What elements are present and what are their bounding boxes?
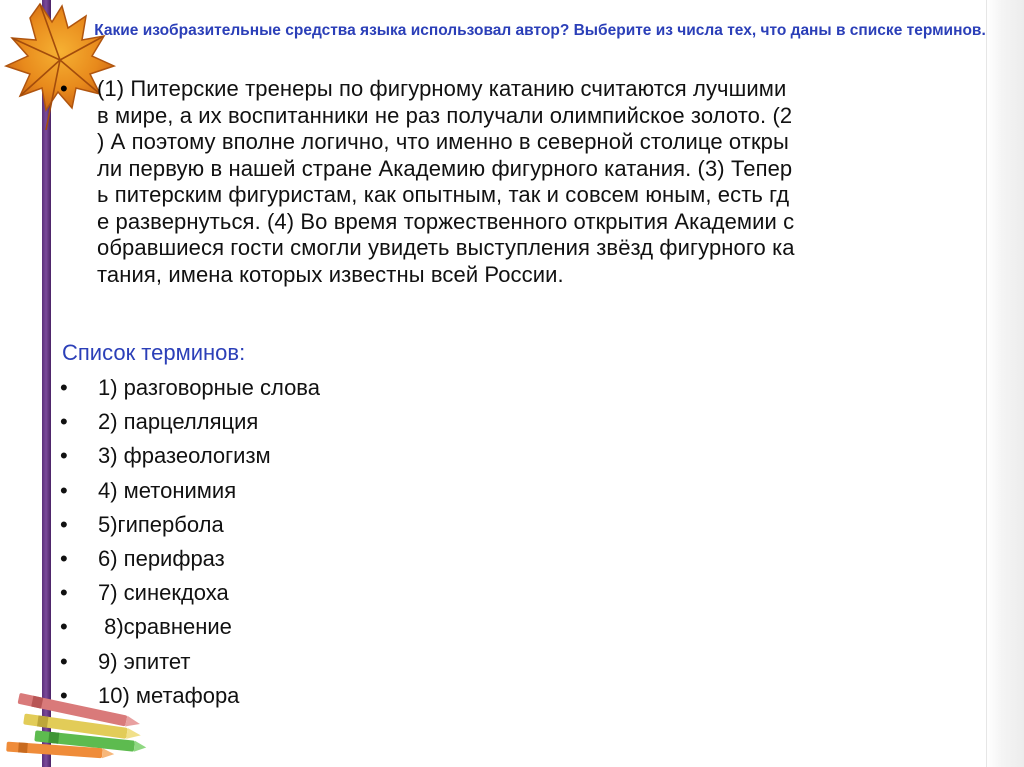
term-label: 7) синекдоха: [98, 580, 229, 606]
passage-line: тания, имена которых известны всей России.: [97, 261, 564, 287]
term-item: [60, 544, 660, 578]
term-label: 8)сравнение: [98, 614, 232, 640]
passage-line: е развернуться. (4) Во время торжественного открытия Академии с: [97, 208, 795, 234]
passage-line: ) А поэтому вполне логично, что именно в северной столице откры: [97, 129, 789, 154]
passage-line: в мире, а их воспитанники не раз получали олимпийское золото. (2: [97, 102, 793, 128]
term-bullet: •: [60, 682, 68, 708]
term-item: [60, 578, 660, 612]
term-item: [60, 373, 660, 407]
term-label: 1) разговорные слова: [98, 375, 320, 400]
term-item: [60, 476, 660, 510]
terms-list: [60, 373, 660, 715]
term-label: 5)гипербола: [98, 511, 224, 537]
term-bullet: •: [60, 545, 68, 571]
passage-text: [97, 76, 997, 288]
term-label: 6) перифраз: [98, 545, 225, 571]
term-item: [60, 681, 660, 715]
term-item: [60, 510, 660, 544]
term-bullet: •: [60, 409, 68, 435]
term-bullet: •: [60, 477, 68, 503]
term-bullet: •: [60, 443, 68, 469]
passage-line: обравшиеся гости смогли увидеть выступления звёзд фигурного ка: [97, 235, 795, 260]
slide-title: Какие изобразительные средства языка использовал автор? Выберите из числа тех, что даны в списке терминов.: [94, 22, 986, 39]
term-item: [60, 612, 660, 646]
term-bullet: •: [60, 375, 68, 400]
term-item: [60, 441, 660, 475]
term-item: [60, 407, 660, 441]
passage-line: ли первую в нашей стране Академию фигурного катания. (3) Тепер: [97, 155, 793, 181]
passage-line: ь питерским фигуристам, как опытным, так и совсем юным, есть гд: [97, 182, 790, 207]
term-bullet: •: [60, 648, 68, 674]
term-item: [60, 647, 660, 681]
term-bullet: •: [60, 511, 68, 537]
terms-heading: Список терминов:: [62, 340, 246, 365]
term-bullet: •: [60, 614, 68, 640]
term-bullet: •: [60, 580, 68, 606]
term-label: 9) эпитет: [98, 648, 191, 674]
term-label: 10) метафора: [98, 682, 240, 708]
term-label: 3) фразеологизм: [98, 443, 271, 469]
term-label: 2) парцелляция: [98, 409, 259, 435]
passage-line: (1) Питерские тренеры по фигурному катанию считаются лучшими: [97, 76, 787, 101]
passage-bullet: •: [60, 76, 68, 101]
term-label: 4) метонимия: [98, 477, 237, 503]
